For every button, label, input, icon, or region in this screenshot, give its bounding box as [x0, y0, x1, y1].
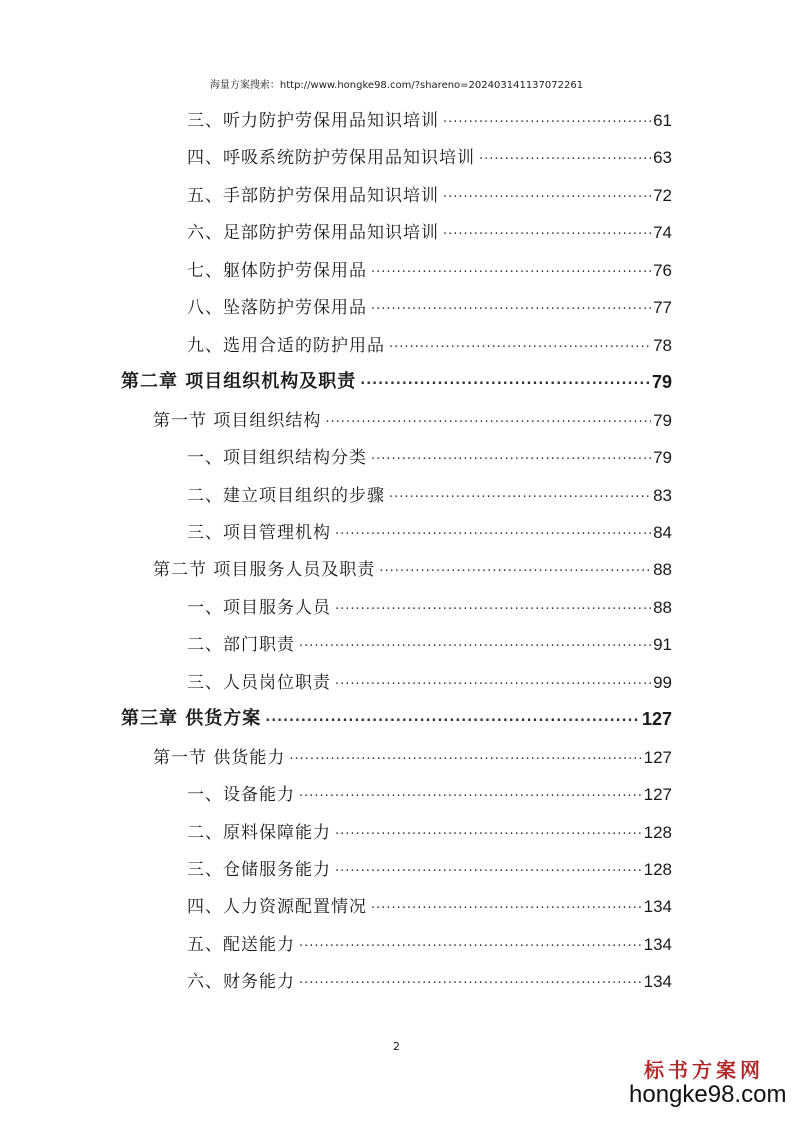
toc-entry[interactable]	[187, 966, 672, 992]
toc-entry[interactable]	[187, 854, 672, 880]
toc-entry-page: 77	[653, 298, 672, 318]
toc-entry[interactable]	[187, 442, 672, 468]
toc-entry-page: 79	[651, 372, 672, 393]
toc-entry-page: 134	[643, 897, 672, 917]
toc-entry-page: 72	[653, 185, 672, 205]
toc-leader-dots	[479, 148, 651, 164]
toc-entry-label: 第三章 供货方案	[121, 708, 262, 730]
toc-leader-dots	[335, 598, 651, 614]
watermark-en: hongke98.com	[629, 1081, 787, 1108]
page-header: 海量方案搜索：http://www.hongke98.com/?shareno=202403141137072261	[209, 80, 584, 91]
toc-entry-label: 九、选用合适的防护用品	[187, 335, 385, 356]
toc-entry-label: 四、呼吸系统防护劳保用品知识培训	[187, 148, 475, 169]
toc-entry[interactable]	[121, 367, 672, 393]
toc-entry-page: 76	[653, 260, 672, 280]
toc-leader-dots	[389, 486, 651, 502]
toc-entry-label: 三、仓储服务能力	[187, 860, 331, 880]
toc-entry-page: 74	[653, 223, 672, 243]
toc-entry-label: 六、足部防护劳保用品知识培训	[187, 223, 439, 244]
toc-entry[interactable]	[153, 742, 672, 768]
toc-leader-dots	[289, 748, 641, 764]
toc-entry-page: 61	[653, 111, 672, 130]
toc-entry-label: 第二章 项目组织机构及职责	[121, 371, 357, 393]
toc-leader-dots	[335, 860, 642, 876]
toc-entry-page: 127	[641, 709, 672, 730]
toc-entry-page: 134	[643, 934, 672, 954]
toc-entry[interactable]	[187, 667, 672, 693]
toc-leader-dots	[335, 823, 642, 839]
toc-leader-dots	[443, 223, 651, 239]
toc-entry[interactable]	[187, 255, 672, 281]
toc-entry[interactable]	[121, 704, 672, 730]
toc-entry[interactable]	[187, 592, 672, 618]
toc-entry-page: 88	[653, 560, 672, 580]
toc-entry-label: 第一节 项目组织结构	[153, 410, 322, 431]
toc-entry[interactable]	[153, 405, 672, 431]
toc-leader-dots	[443, 186, 651, 202]
toc-leader-dots	[265, 710, 640, 726]
toc-entry-page: 128	[643, 822, 672, 842]
toc-entry-label: 第一节 供货能力	[153, 747, 286, 768]
toc-entry-page: 134	[643, 972, 672, 992]
toc-entry-page: 83	[653, 485, 672, 505]
toc-entry-page: 127	[643, 785, 672, 805]
toc-entry-label: 八、坠落防护劳保用品	[187, 298, 367, 319]
toc-entry[interactable]	[187, 217, 672, 243]
toc-entry[interactable]	[187, 480, 672, 506]
toc-entry-page: 79	[653, 448, 672, 468]
toc-entry-page: 79	[653, 410, 672, 430]
toc-leader-dots	[371, 897, 642, 913]
toc-leader-dots	[371, 448, 651, 464]
toc-leader-dots	[371, 298, 651, 314]
toc-entry-label: 一、项目组织结构分类	[187, 448, 367, 469]
toc-entry-page: 99	[653, 672, 672, 692]
toc-leader-dots	[299, 635, 651, 651]
toc-entry-label: 五、配送能力	[187, 934, 295, 955]
toc-entry-page: 78	[653, 335, 672, 355]
toc-entry[interactable]	[187, 891, 672, 917]
toc-leader-dots	[379, 560, 651, 576]
toc-entry-label: 三、听力防护劳保用品知识培训	[187, 111, 439, 131]
toc-entry-page: 127	[643, 747, 672, 767]
toc-entry[interactable]	[187, 142, 672, 168]
toc-entry[interactable]	[187, 929, 672, 955]
toc-entry[interactable]	[187, 105, 672, 131]
page-number: 2	[393, 1040, 400, 1053]
toc-entry-label: 一、项目服务人员	[187, 597, 331, 618]
watermark-logo	[629, 1058, 787, 1108]
toc-entry[interactable]	[187, 292, 672, 318]
toc-entry-page: 91	[653, 635, 672, 655]
toc-entry-label: 四、人力资源配置情况	[187, 897, 367, 918]
toc-entry-label: 六、财务能力	[187, 972, 295, 993]
toc-entry-label: 二、部门职责	[187, 635, 295, 656]
toc-leader-dots	[335, 673, 651, 689]
toc-leader-dots	[325, 411, 651, 427]
toc-entry[interactable]	[187, 629, 672, 655]
toc-leader-dots	[299, 935, 642, 951]
toc-entry-label: 二、建立项目组织的步骤	[187, 485, 385, 506]
toc-entry-page: 88	[653, 597, 672, 617]
toc-leader-dots	[299, 785, 642, 801]
toc-leader-dots	[299, 972, 642, 988]
toc-entry-label: 三、项目管理机构	[187, 522, 331, 543]
toc-entry-label: 七、躯体防护劳保用品	[187, 260, 367, 281]
toc-entry[interactable]	[153, 554, 672, 580]
watermark-cn: 标书方案网	[644, 1058, 764, 1082]
toc-entry[interactable]	[187, 180, 672, 206]
toc-leader-dots	[389, 336, 651, 352]
toc-entry-label: 三、人员岗位职责	[187, 672, 331, 693]
toc-entry-page: 84	[653, 522, 672, 542]
toc-entry-label: 五、手部防护劳保用品知识培训	[187, 185, 439, 206]
toc-entry-page: 128	[643, 860, 672, 879]
toc-leader-dots	[371, 261, 651, 277]
toc-leader-dots	[360, 373, 650, 389]
toc-leader-dots	[335, 523, 651, 539]
toc-entry[interactable]	[187, 817, 672, 843]
toc-leader-dots	[443, 111, 651, 127]
toc-entry[interactable]	[187, 330, 672, 356]
toc-entry[interactable]	[187, 779, 672, 805]
toc-entry-label: 第二节 项目服务人员及职责	[153, 560, 376, 581]
toc-entry-page: 63	[653, 148, 672, 168]
toc-entry-label: 二、原料保障能力	[187, 822, 331, 843]
toc-entry-label: 一、设备能力	[187, 785, 295, 806]
toc-entry[interactable]	[187, 517, 672, 543]
